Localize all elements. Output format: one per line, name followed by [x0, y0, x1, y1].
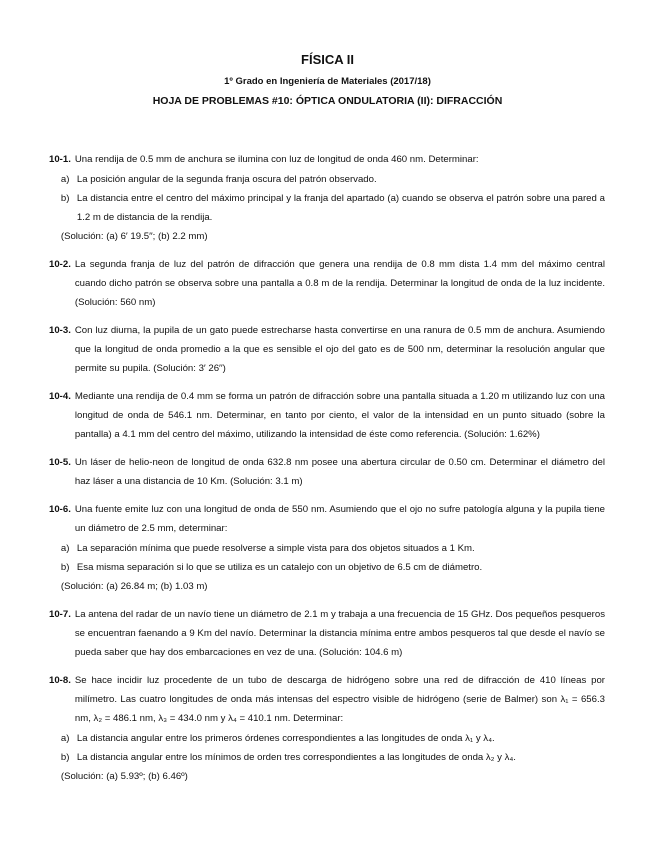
- problem-sheet-title: HOJA DE PROBLEMAS #10: ÓPTICA ONDULATORIA (II): DIFRACCIÓN: [152, 95, 503, 107]
- problem-10-8: [49, 671, 605, 786]
- problem-10-7: [49, 605, 605, 662]
- problem-statement: La antena del radar de un navío tiene un diámetro de 2.1 m y trabaja a una frecuencia de 15 GHz. Dos pequeños pesqueros se encuentran faenando a 9 Km del navío. Determinar la distancia mínima entre ambos pesqueros tal que desde el navío se pueda saber que hay dos embarcaciones en vez de una. (Solución: 104.6 m): [74, 609, 605, 658]
- problem-statement: Una rendija de 0.5 mm de anchura se ilumina con luz de longitud de onda 460 nm. Determinar:: [74, 154, 479, 165]
- problem-10-3: [49, 321, 605, 378]
- problem-solution: (Solución: (a) 5.93º; (b) 6.46º): [60, 771, 188, 782]
- problem-10-2: [49, 255, 605, 312]
- problem-part: [61, 539, 605, 558]
- problem-statement: Una fuente emite luz con una longitud de onda de 550 nm. Asumiendo que el ojo no sufre patología alguna y la pupila tiene un diámetro de 2.5 mm, determinar:: [74, 504, 605, 534]
- part-label: b): [60, 752, 70, 763]
- problem-10-6: [49, 500, 605, 596]
- problem-10-1: [49, 150, 605, 246]
- problem-statement: Un láser de helio-neon de longitud de onda 632.8 nm posee una abertura circular de 0.50 cm. Determinar el diámetro del haz láser a una distancia de 10 Km. (Solución: 3.1 m): [74, 457, 605, 487]
- problem-number: 10-5.: [49, 457, 71, 468]
- problem-statement: Se hace incidir luz procedente de un tubo de descarga de hidrógeno sobre una red de difracción de 410 líneas por milímetro. Las cuatro longitudes de onda más intensas del espectro visible de hidrógeno (serie de Balmer) son λ₁ = 656.3 nm, λ₂ = 486.1 nm, λ₃ = 434.0 nm y λ₄ = 410.1 nm. Determinar:: [74, 675, 605, 724]
- problem-part: [61, 170, 605, 189]
- problem-part: [61, 748, 605, 767]
- problem-number: 10-1.: [49, 154, 71, 165]
- problem-part: [61, 729, 605, 748]
- part-label: a): [60, 174, 70, 185]
- problem-number: 10-8.: [49, 675, 71, 686]
- problem-number: 10-7.: [49, 609, 71, 620]
- problem-number: 10-6.: [49, 504, 71, 515]
- problem-statement: Con luz diurna, la pupila de un gato puede estrecharse hasta convertirse en una ranura de 0.5 mm de anchura. Asumiendo que la longitud de onda promedio a la que es sensible el ojo del gato es de 500 nm, determinar la resolución angular que permite su pupila. (Solución: 3′ 26′′): [74, 325, 605, 374]
- problem-solution: (Solución: (a) 6′ 19.5′′; (b) 2.2 mm): [60, 231, 208, 242]
- part-text: Esa misma separación si lo que se utiliza es un catalejo con un objetivo de 6.5 cm de diámetro.: [76, 562, 483, 573]
- problem-number: 10-4.: [49, 391, 71, 402]
- document-title: FÍSICA II: [301, 52, 354, 67]
- problem-part: [61, 558, 605, 577]
- problem-solution: (Solución: (a) 26.84 m; (b) 1.03 m): [60, 581, 208, 592]
- problem-part: [61, 189, 605, 227]
- part-text: La distancia angular entre los primeros órdenes correspondientes a las longitudes de onda λ₁ y λ₄.: [76, 733, 495, 744]
- problem-statement: Mediante una rendija de 0.4 mm se forma un patrón de difracción sobre una pantalla situada a 1.20 m utilizando luz con una longitud de onda de 546.1 nm. Determinar, en tanto por ciento, el valor de la intensidad en un punto situado (sobre la pantalla) a 4.1 mm del centro del máximo, utilizando la intensidad de éste como referencia. (Solución: 1.62%): [74, 391, 605, 440]
- part-label: b): [60, 562, 70, 573]
- problem-10-4: [49, 387, 605, 444]
- problem-number: 10-3.: [49, 325, 71, 336]
- document-subtitle: 1º Grado en Ingeniería de Materiales (2017/18): [224, 76, 431, 87]
- part-label: a): [60, 733, 70, 744]
- document-header: [0, 52, 655, 107]
- part-label: b): [60, 193, 70, 204]
- problem-statement: La segunda franja de luz del patrón de difracción que genera una rendija de 0.8 mm dista 1.4 mm del máximo central cuando dicho patrón se observa sobre una pantalla a 0.8 m de la rendija. Determinar la longitud de onda de la luz incidente. (Solución: 560 nm): [74, 259, 605, 308]
- part-label: a): [60, 543, 70, 554]
- problem-number: 10-2.: [49, 259, 71, 270]
- part-text: La separación mínima que puede resolverse a simple vista para dos objetos situados a 1 Km.: [76, 543, 475, 554]
- problem-list: [49, 150, 605, 795]
- part-text: La posición angular de la segunda franja oscura del patrón observado.: [76, 174, 377, 185]
- part-text: La distancia entre el centro del máximo principal y la franja del apartado (a) cuando se observa el patrón sobre una pared a 1.2 m de distancia de la rendija.: [76, 193, 605, 223]
- problem-10-5: [49, 453, 605, 491]
- part-text: La distancia angular entre los mínimos de orden tres correspondientes a las longitudes de onda λ₂ y λ₄.: [76, 752, 516, 763]
